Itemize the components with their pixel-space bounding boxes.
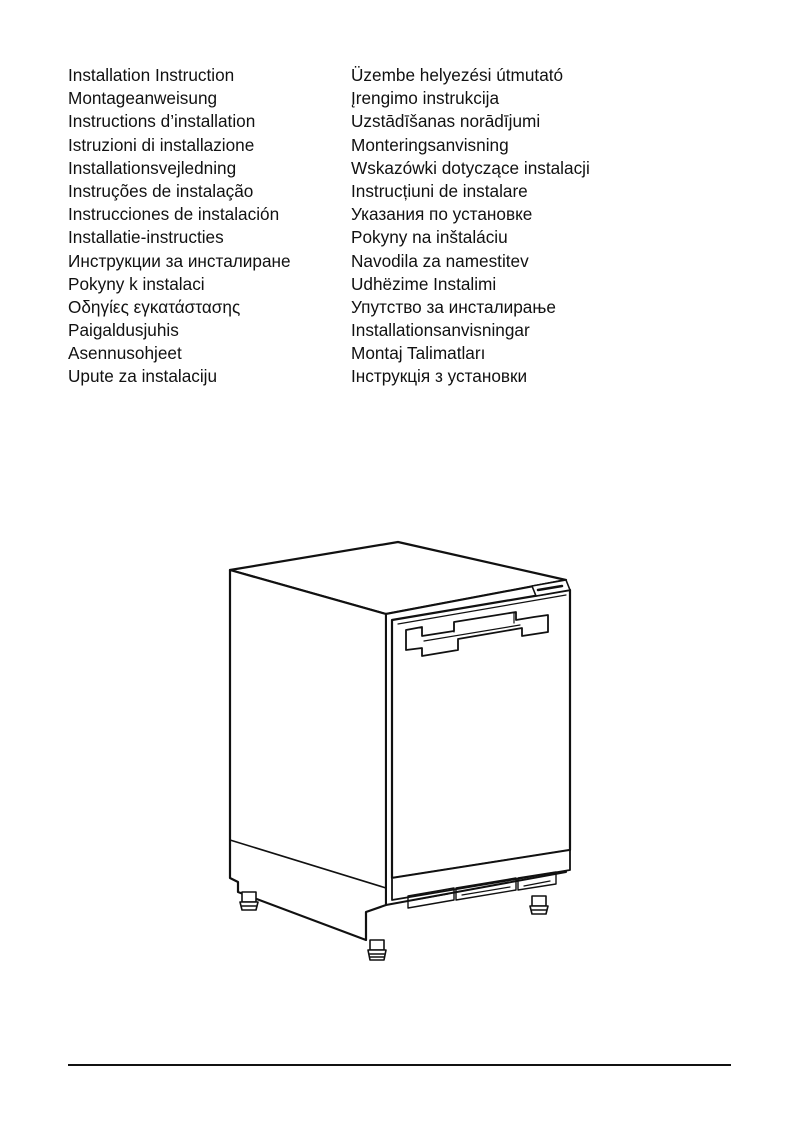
title-item: Pokyny k instalaci [68,273,205,294]
title-item: Istruzioni di installazione [68,134,255,155]
title-item: Installationsvejledning [68,157,237,178]
title-item: Installatie-instructies [68,227,224,248]
title-item: Інструкція з установки [351,366,528,387]
title-item: Udhëzime Instalimi [351,273,497,294]
title-item: Упутство за инсталирање [351,296,556,317]
title-item: Wskazówki dotyczące instalacji [351,157,590,178]
title-item: Installationsanvisningar [351,320,530,341]
fridge-drawing [226,540,586,980]
title-item: Указания по установке [351,204,533,225]
title-item: Instructions d’installation [68,111,256,132]
instruction-titles-right [351,64,590,389]
title-item: Instrucciones de instalación [68,204,280,225]
title-item: Üzembe helyezési útmutató [351,65,564,85]
title-item: Monteringsanvisning [351,134,509,155]
title-item: Asennusohjeet [68,343,182,364]
title-item: Installation Instruction [68,65,235,85]
title-item: Upute za instalaciju [68,366,218,387]
adjustable-foot-center [368,940,386,960]
title-item: Montageanweisung [68,88,218,109]
title-item: Navodila za namestitev [351,250,529,271]
cabinet-side [230,570,386,940]
title-item: Instrucțiuni de instalare [351,180,528,201]
instruction-titles-left [68,64,291,389]
bottom-divider [68,1064,731,1066]
fridge-illustration [226,540,586,980]
title-item: Instruções de instalação [68,180,254,201]
title-item: Uzstādīšanas norādījumi [351,111,541,132]
adjustable-foot-right [530,896,548,914]
adjustable-foot-left [240,892,258,910]
title-item: Paigaldusjuhis [68,320,179,341]
title-item: Montaj Talimatları [351,343,486,364]
title-item: Pokyny na inštaláciu [351,227,508,248]
title-item: Инструкции за инсталиране [68,250,291,271]
title-item: Įrengimo instrukcija [351,88,500,109]
title-item: Οδηγίες εγκατάστασης [68,296,241,317]
